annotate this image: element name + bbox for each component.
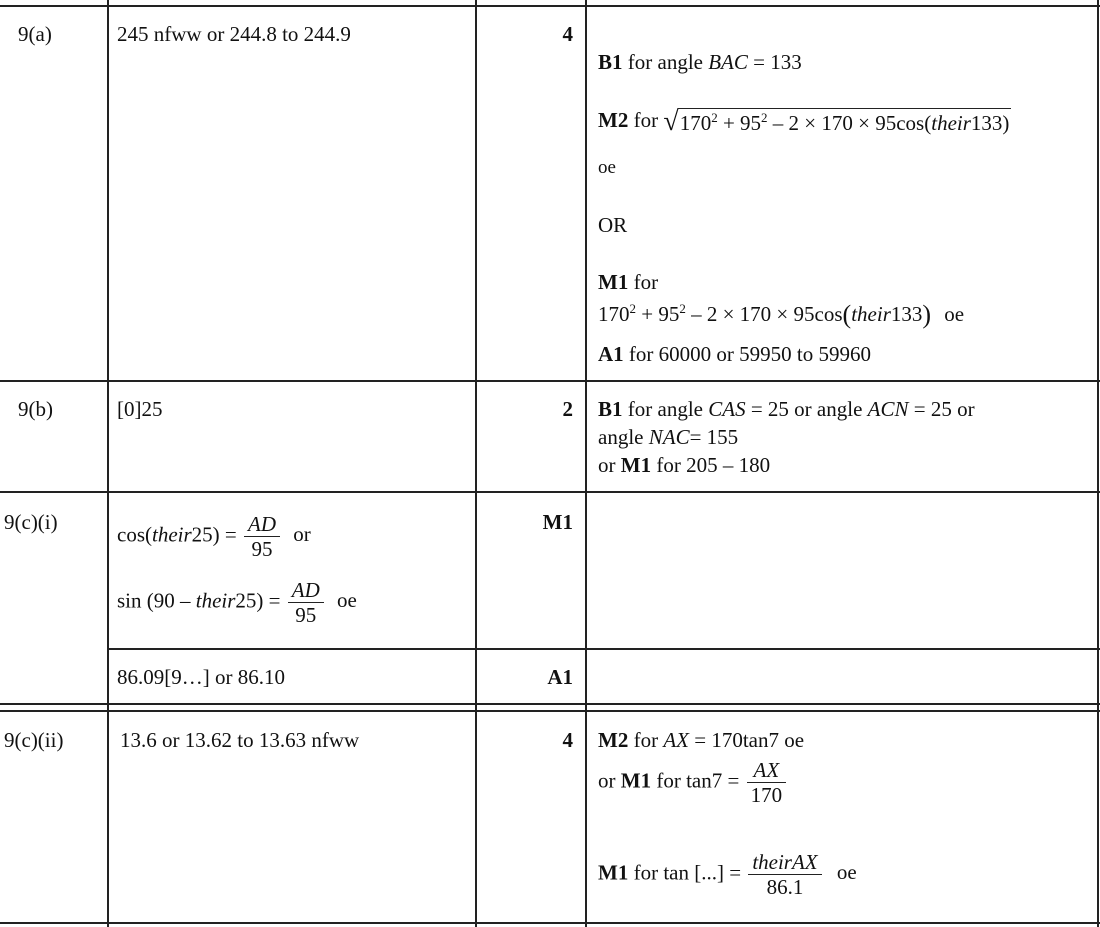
b1-value: = 133 <box>753 50 802 74</box>
m1-for: for <box>633 270 659 294</box>
or-9a: OR <box>598 213 628 237</box>
oe-9a-m1: oe <box>944 302 965 326</box>
guidance-9a-m1-expr: $170^2 + 95^2 - 2 \times 170$ × 95cos(their133) oe <box>598 300 965 329</box>
b1-label: B1 <box>598 50 623 74</box>
guidance-9a-a1 <box>598 342 871 367</box>
oe-9a-m2: oe <box>598 157 616 178</box>
guidance-9cii-m1b: M1 for tan [...] = $\frac{\text{theirAX}}{86.1}$ oe <box>598 850 857 900</box>
answer-9a: 245 nfww or 244.8 to 244.9 <box>117 22 351 46</box>
guidance-9a-m1 <box>598 270 658 295</box>
question-9cii: 9(c)(ii) <box>4 728 64 752</box>
rule-right <box>1097 0 1099 927</box>
fraction-ad-95-sin: $\frac{AD}{95}$ <box>288 578 324 627</box>
guidance-9a-m2 <box>598 108 1011 136</box>
b1-var: BAC <box>708 50 748 74</box>
fraction-ad-95: $\frac{AD}{95}$ <box>244 512 280 561</box>
marks-9ci-a1: A1 <box>547 665 573 689</box>
marks-9cii: 4 <box>562 728 573 752</box>
sqrt-radicand: $170^2 + 95^2 - 2 \times 170$ × 95cos(their133) <box>679 110 1010 136</box>
rule-cii-top <box>0 710 1100 712</box>
oe-text: oe <box>337 588 357 613</box>
rule-ci-inner <box>107 648 1100 650</box>
answer-9ci: 86.09[9…] or 86.10 <box>117 665 285 689</box>
fraction-theirax-86: $\frac{\text{theirAX}}{86.1}$ <box>748 850 821 899</box>
guidance-9b-line2: angle NAC= 155 <box>598 425 739 449</box>
question-9b: 9(b) <box>18 397 53 421</box>
m1-label: M1 <box>598 270 629 294</box>
guidance-9cii-m1a: or M1 for tan7 = $\frac{AX}{170}$ <box>598 758 788 807</box>
m2-for: for <box>633 108 659 132</box>
rule-ci-bottom <box>0 703 1100 705</box>
marks-9a: 4 <box>562 22 573 46</box>
sqrt-expression <box>663 108 1011 136</box>
rule-col-3 <box>585 0 587 927</box>
question-9a: 9(a) <box>18 22 52 46</box>
a1-text: for 60000 or 59950 to 59960 <box>628 342 871 366</box>
working-sin: sin (90 – their25) = $\frac{AD}{95}$ oe <box>117 578 357 628</box>
m2-label: M2 <box>598 108 629 132</box>
b1-text: for angle <box>627 50 703 74</box>
rule-col-1 <box>107 0 109 927</box>
rule-b-ci <box>0 491 1100 493</box>
guidance-9a-b1 <box>598 50 802 75</box>
marks-9b: 2 <box>562 397 573 421</box>
rule-col-2 <box>475 0 477 927</box>
working-cos: cos(their25) = $\frac{AD}{95}$ or <box>117 512 311 562</box>
rule-top <box>0 5 1100 7</box>
a1-label: A1 <box>598 342 624 366</box>
rule-a-b <box>0 380 1100 382</box>
question-9ci: 9(c)(i) <box>4 510 58 534</box>
sqrt-symbol: √ <box>663 106 679 138</box>
or-text: or <box>293 522 311 547</box>
rule-bottom <box>0 922 1100 924</box>
guidance-9b-line1: B1 for angle CAS = 25 or angle ACN = 25 or <box>598 397 975 421</box>
guidance-9cii-m2: M2 for AX = 170tan7 oe <box>598 728 805 752</box>
fraction-ax-170: $\frac{AX}{170}$ <box>747 758 787 807</box>
marks-9ci-m1: M1 <box>542 510 573 534</box>
guidance-9b-line3: or M1 for 205 – 180 <box>598 453 771 477</box>
answer-9b: [0]25 <box>117 397 163 421</box>
answer-9cii: 13.6 or 13.62 to 13.63 nfww <box>120 728 360 752</box>
